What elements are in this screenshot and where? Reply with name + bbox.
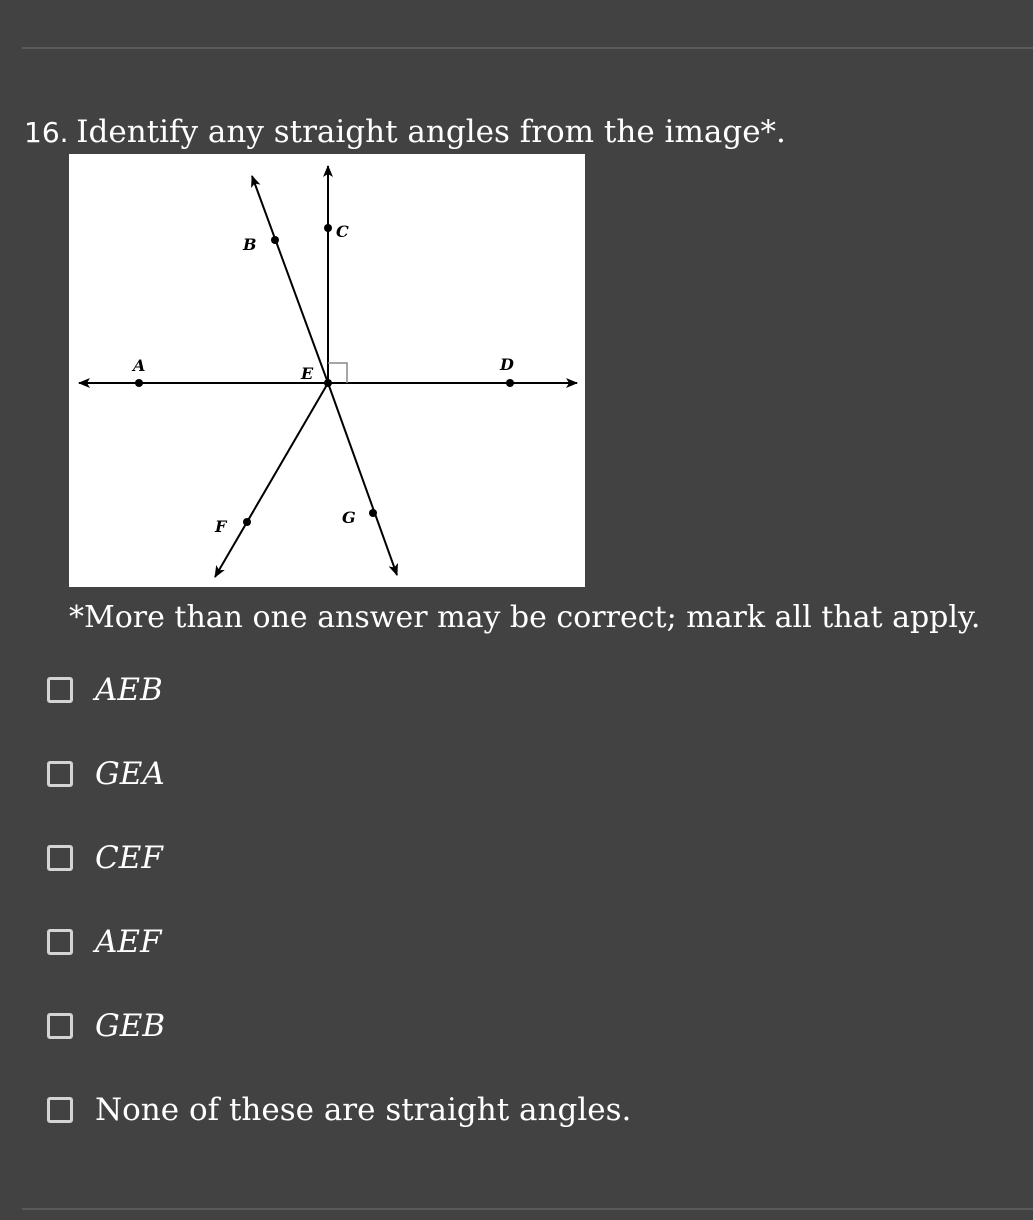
point-e-label: E [301, 364, 314, 383]
option-gea[interactable] [47, 750, 165, 798]
point-f-dot [243, 518, 251, 526]
point-a-dot [135, 379, 143, 387]
option-geb-label: GEB [95, 1008, 166, 1044]
point-d-dot [506, 379, 514, 387]
ray-ef [215, 383, 328, 577]
point-a-label: A [133, 356, 146, 375]
checkbox-cef[interactable] [47, 845, 73, 871]
option-geb[interactable] [47, 1002, 165, 1050]
checkbox-none[interactable] [47, 1097, 73, 1123]
ray-eb [252, 176, 328, 383]
point-g-label: G [342, 508, 356, 527]
checkbox-aef[interactable] [47, 929, 73, 955]
point-g-dot [369, 509, 377, 517]
top-divider [22, 47, 1033, 49]
point-b-dot [271, 236, 279, 244]
geometry-figure [69, 154, 585, 587]
point-b-label: B [243, 235, 257, 254]
bottom-divider [22, 1208, 1033, 1210]
point-d-label: D [500, 355, 514, 374]
question-text: Identify any straight angles from the image*. [76, 114, 786, 150]
option-aef-label: AEF [95, 924, 162, 960]
option-aef[interactable] [47, 918, 162, 966]
ray-eg [328, 383, 397, 575]
question-number: 16. [24, 116, 69, 149]
option-none[interactable] [47, 1086, 631, 1134]
right-angle-mark [328, 363, 347, 383]
checkbox-geb[interactable] [47, 1013, 73, 1039]
checkbox-gea[interactable] [47, 761, 73, 787]
option-aeb[interactable] [47, 666, 163, 714]
checkbox-aeb[interactable] [47, 677, 73, 703]
option-none-label: None of these are straight angles. [95, 1092, 632, 1128]
option-aeb-label: AEB [95, 672, 163, 708]
figure-svg [69, 154, 585, 587]
question-prompt [24, 110, 786, 155]
point-e-dot [324, 379, 332, 387]
instruction-note: *More than one answer may be correct; mark all that apply. [69, 600, 981, 635]
point-c-dot [324, 224, 332, 232]
option-gea-label: GEA [95, 756, 165, 792]
option-cef[interactable] [47, 834, 163, 882]
point-f-label: F [215, 517, 227, 536]
option-cef-label: CEF [95, 840, 163, 876]
point-c-label: C [336, 222, 349, 241]
